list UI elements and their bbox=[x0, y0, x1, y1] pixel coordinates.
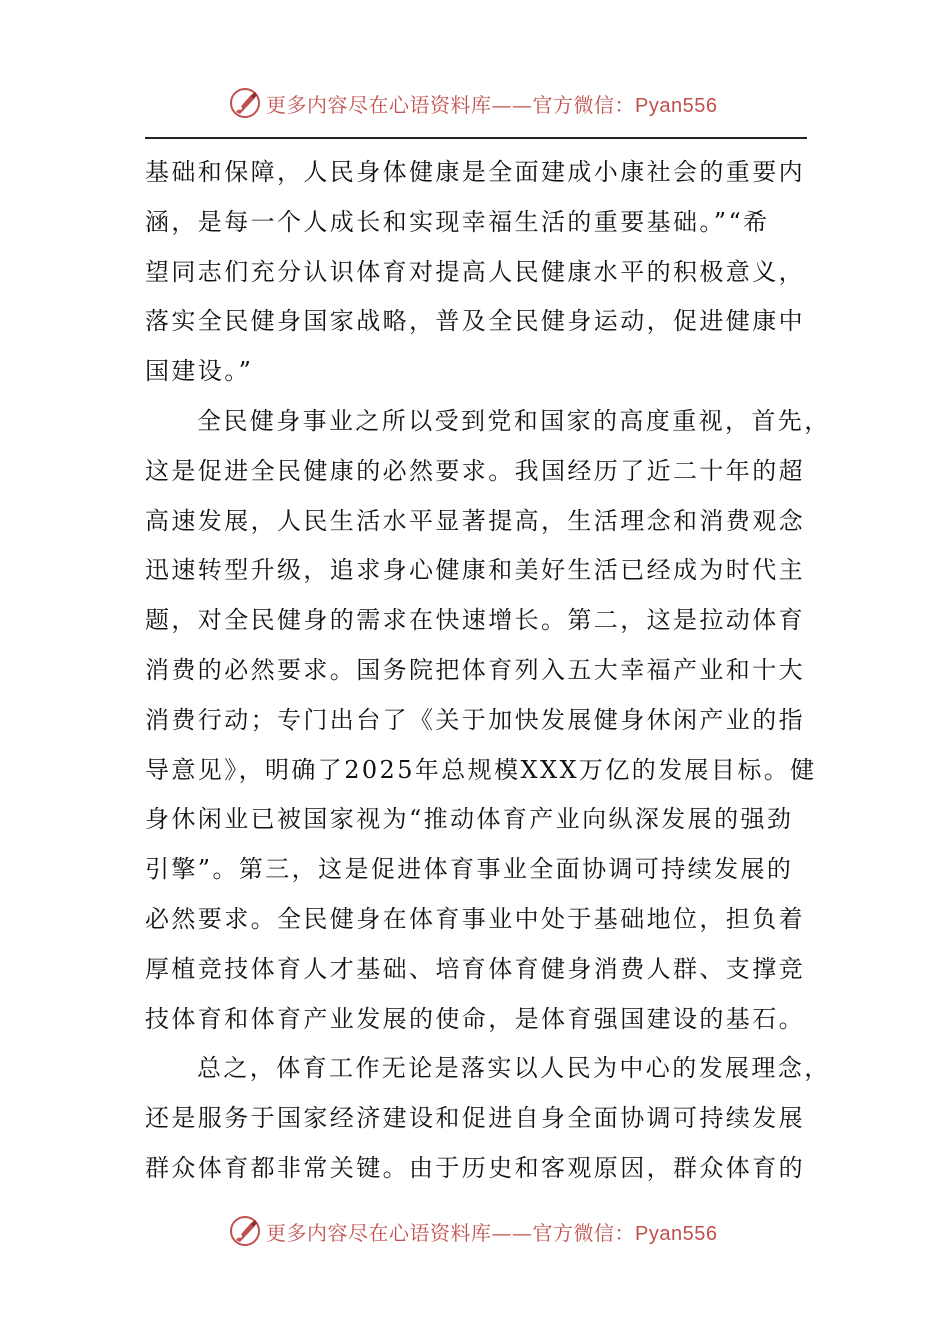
header-banner-dash: —— bbox=[491, 92, 533, 117]
footer-banner-main: 更多内容尽在心语资料库 bbox=[266, 1220, 492, 1245]
header-banner-text bbox=[266, 89, 717, 118]
text-line: 基础和保障，人民身体健康是全面建成小康社会的重要内 bbox=[145, 158, 805, 186]
text-line: 高速发展，人民生活水平显著提高，生活理念和消费观念 bbox=[145, 506, 805, 535]
footer-banner bbox=[0, 1214, 950, 1248]
header-banner-main: 更多内容尽在心语资料库 bbox=[266, 92, 492, 117]
footer-wechat-account: Pyan556 bbox=[635, 1222, 718, 1245]
paragraph-2 bbox=[145, 397, 831, 1044]
footer-banner-dash: —— bbox=[491, 1220, 533, 1245]
pen-nib-circle-icon bbox=[228, 1214, 262, 1248]
text-line: 望同志们充分认识体育对提高人民健康水平的积极意义， bbox=[145, 257, 805, 286]
text-line: 技体育和体育产业发展的使命，是体育强国建设的基石。 bbox=[145, 1004, 805, 1033]
header-banner bbox=[0, 86, 950, 120]
text-line: 题，对全民健身的需求在快速增长。第二，这是拉动体育 bbox=[145, 606, 805, 635]
text-line: 国建设。” bbox=[145, 357, 254, 386]
body-text bbox=[145, 148, 831, 1194]
header-wechat-label: 官方微信： bbox=[532, 92, 635, 117]
text-line: 涵，是每一个人成长和实现幸福生活的重要基础。”“希 bbox=[145, 207, 770, 236]
text-line: 这是促进全民健康的必然要求。我国经历了近二十年的超 bbox=[145, 456, 805, 485]
footer-wechat-label: 官方微信： bbox=[532, 1220, 635, 1245]
text-line: 全民健身事业之所以受到党和国家的高度重视，首先， bbox=[197, 406, 831, 435]
text-line: 落实全民健身国家战略，普及全民健身运动，促进健康中 bbox=[145, 307, 805, 336]
header-wechat-account: Pyan556 bbox=[635, 94, 718, 117]
text-line: 身休闲业已被国家视为“推动体育产业向纵深发展的强劲 bbox=[145, 805, 794, 834]
footer-banner-text bbox=[266, 1217, 717, 1246]
pen-nib-circle-icon bbox=[228, 86, 262, 120]
text-line: 总之，体育工作无论是落实以人民为中心的发展理念， bbox=[197, 1054, 831, 1083]
text-line: 还是服务于国家经济建设和促进自身全面协调可持续发展 bbox=[145, 1104, 805, 1133]
text-line: 消费的必然要求。国务院把体育列入五大幸福产业和十大 bbox=[145, 655, 805, 684]
header-divider bbox=[145, 137, 807, 139]
text-line: 迅速转型升级，追求身心健康和美好生活已经成为时代主 bbox=[145, 556, 805, 585]
text-line: 厚植竞技体育人才基础、培育体育健身消费人群、支撑竞 bbox=[145, 954, 805, 983]
text-line: 引擎”。第三，这是促进体育事业全面协调可持续发展的 bbox=[145, 855, 794, 884]
text-line: 消费行动；专门出台了《关于加快发展健身休闲产业的指 bbox=[145, 705, 805, 734]
paragraph-3 bbox=[145, 1044, 831, 1193]
paragraph-1 bbox=[145, 148, 807, 397]
text-line: 必然要求。全民健身在体育事业中处于基础地位，担负着 bbox=[145, 904, 805, 933]
text-line: 导意见》，明确了2025年总规模XXX万亿的发展目标。健 bbox=[145, 755, 817, 784]
text-line: 群众体育都非常关键。由于历史和客观原因，群众体育的 bbox=[145, 1153, 805, 1182]
